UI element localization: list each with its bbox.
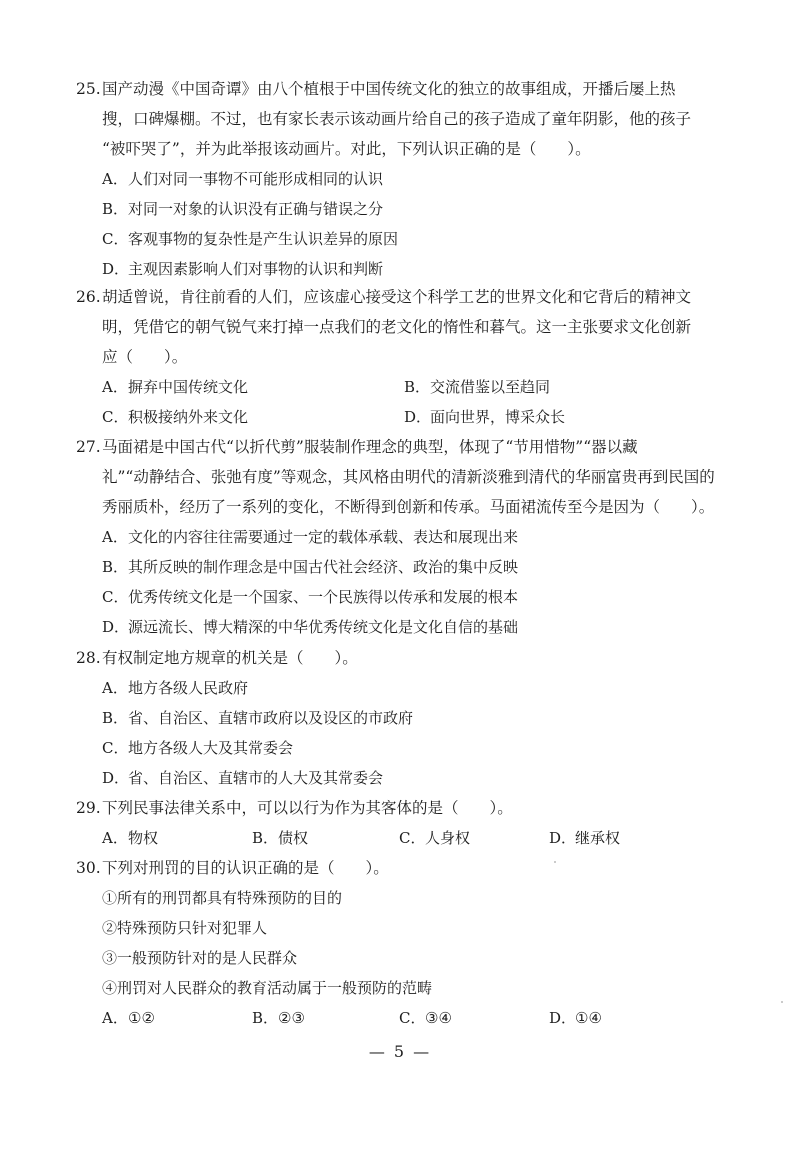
- question-number: 25.: [76, 80, 101, 98]
- option-row: [76, 1003, 726, 1033]
- option-row: [76, 402, 726, 432]
- question-number: 28.: [76, 649, 101, 667]
- option-text: 客观事物的复杂性是产生认识差异的原因: [128, 230, 399, 248]
- option-d: [76, 254, 726, 284]
- option-c: [399, 823, 549, 853]
- option-text: 对同一对象的认识没有正确与错误之分: [128, 200, 384, 218]
- option-text: 人们对同一事物不可能形成相同的认识: [128, 170, 384, 188]
- option-a: [102, 372, 404, 402]
- option-c: [76, 224, 726, 254]
- option-label: C．: [102, 408, 129, 426]
- option-label: A．: [102, 829, 128, 847]
- option-label: C．: [102, 588, 129, 606]
- stem-text: 马面裙是中国古代“以折代剪”服装制作理念的典型，体现了“节用惜物”“器以藏: [102, 438, 638, 456]
- option-d: [404, 402, 565, 432]
- question-number: 27.: [76, 438, 101, 456]
- option-a: [76, 522, 726, 552]
- option-b: [76, 552, 726, 582]
- option-label: C．: [399, 829, 426, 847]
- option-text: 省、自治区、直辖市政府以及设区的市政府: [128, 709, 414, 727]
- statement-2: ②特殊预防只针对犯罪人: [102, 919, 268, 937]
- question-29: [76, 793, 726, 853]
- question-number: 29.: [76, 799, 101, 817]
- page-number: — 5 —: [368, 1042, 432, 1061]
- option-text: ③④: [425, 1009, 452, 1027]
- option-text: 债权: [278, 829, 309, 847]
- option-text: 优秀传统文化是一个国家、一个民族得以传承和发展的根本: [128, 588, 519, 606]
- option-b: [252, 823, 399, 853]
- scan-speck: [554, 861, 556, 863]
- question-stem-line: [76, 853, 726, 883]
- option-text: ①④: [575, 1009, 602, 1027]
- option-label: B．: [102, 200, 129, 218]
- option-d: [549, 823, 620, 853]
- question-26: [76, 282, 726, 432]
- option-row: [76, 823, 726, 853]
- option-text: 人身权: [425, 829, 471, 847]
- option-label: D．: [549, 1009, 577, 1027]
- option-b: [404, 372, 550, 402]
- option-c: [76, 733, 726, 763]
- option-text: 积极接纳外来文化: [128, 408, 249, 426]
- question-27: [76, 432, 726, 642]
- option-text: 省、自治区、直辖市的人大及其常委会: [128, 769, 384, 787]
- question-stem-line: [76, 432, 726, 462]
- question-stem-line: 搜，口碑爆棚。不过，也有家长表示该动画片给自己的孩子造成了童年阴影，他的孩子: [102, 110, 692, 128]
- option-c: [76, 582, 726, 612]
- option-label: B．: [404, 378, 431, 396]
- question-stem-line: [76, 643, 726, 673]
- option-a: [102, 823, 252, 853]
- option-row: [76, 372, 726, 402]
- question-stem-line: 秀丽质朴，经历了一系列的变化，不断得到创新和传承。马面裙流传至今是因为（ ）。: [102, 498, 715, 516]
- question-number: 30.: [76, 859, 101, 877]
- question-number: 26.: [76, 288, 101, 306]
- option-label: B．: [252, 1009, 279, 1027]
- option-text: 源远流长、博大精深的中华优秀传统文化是文化自信的基础: [128, 618, 519, 636]
- option-d: [549, 1003, 602, 1033]
- option-text: 主观因素影响人们对事物的认识和判断: [128, 260, 384, 278]
- option-b: [252, 1003, 399, 1033]
- option-text: 文化的内容往往需要通过一定的载体承载、表达和展现出来: [128, 528, 519, 546]
- option-label: B．: [102, 558, 129, 576]
- option-label: C．: [102, 739, 129, 757]
- question-25: [76, 74, 726, 284]
- option-a: [102, 1003, 252, 1033]
- stem-text: 下列对刑罚的目的认识正确的是（ ）。: [102, 859, 389, 877]
- option-label: C．: [399, 1009, 426, 1027]
- option-label: C．: [102, 230, 129, 248]
- question-stem-line: [76, 74, 726, 104]
- statement-4: ④刑罚对人民群众的教育活动属于一般预防的范畴: [102, 979, 433, 997]
- option-text: 地方各级人民政府: [128, 679, 249, 697]
- option-label: D．: [404, 408, 432, 426]
- option-d: [76, 763, 726, 793]
- option-label: D．: [102, 769, 130, 787]
- stem-text: 胡适曾说，肯往前看的人们，应该虚心接受这个科学工艺的世界文化和它背后的精神文: [102, 288, 692, 306]
- statement-1: ①所有的刑罚都具有特殊预防的目的: [102, 889, 343, 907]
- option-text: 继承权: [575, 829, 621, 847]
- option-a: [76, 673, 726, 703]
- option-text: 摒弃中国传统文化: [128, 378, 249, 396]
- statement-3: ③一般预防针对的是人民群众: [102, 949, 298, 967]
- option-b: [76, 703, 726, 733]
- option-c: [102, 402, 404, 432]
- question-stem-line: 明，凭借它的朝气锐气来打掉一点我们的老文化的惰性和暮气。这一主张要求文化创新: [102, 318, 692, 336]
- option-label: B．: [252, 829, 279, 847]
- option-text: 其所反映的制作理念是中国古代社会经济、政治的集中反映: [128, 558, 519, 576]
- option-label: A．: [102, 378, 128, 396]
- question-stem-line: 礼”“动静结合、张弛有度”等观念，其风格由明代的清新淡雅到清代的华丽富贵再到民国的: [102, 468, 715, 486]
- question-28: [76, 643, 726, 793]
- option-d: [76, 612, 726, 642]
- question-30: [76, 853, 726, 1033]
- option-text: 地方各级人大及其常委会: [128, 739, 294, 757]
- option-label: D．: [102, 260, 130, 278]
- option-text: 面向世界，博采众长: [430, 408, 566, 426]
- stem-text: 下列民事法律关系中，可以以行为作为其客体的是（ ）。: [102, 799, 513, 817]
- option-label: A．: [102, 679, 128, 697]
- option-a: [76, 164, 726, 194]
- question-stem-line: 应（ ）。: [102, 348, 188, 366]
- option-label: A．: [102, 170, 128, 188]
- stem-text: 有权制定地方规章的机关是（ ）。: [102, 649, 358, 667]
- option-label: B．: [102, 709, 129, 727]
- stem-text: 国产动漫《中国奇谭》由八个植根于中国传统文化的独立的故事组成，开播后屡上热: [102, 80, 676, 98]
- option-text: ②③: [278, 1009, 305, 1027]
- option-label: D．: [549, 829, 577, 847]
- question-stem-line: “被吓哭了”，并为此举报该动画片。对此，下列认识正确的是（ ）。: [102, 140, 591, 158]
- option-text: ①②: [128, 1009, 155, 1027]
- option-c: [399, 1003, 549, 1033]
- option-text: 物权: [128, 829, 159, 847]
- question-stem-line: [76, 282, 726, 312]
- option-label: A．: [102, 1009, 128, 1027]
- scan-speck: [781, 1001, 783, 1003]
- option-label: D．: [102, 618, 130, 636]
- option-text: 交流借鉴以至趋同: [430, 378, 551, 396]
- option-b: [76, 194, 726, 224]
- option-label: A．: [102, 528, 128, 546]
- question-stem-line: [76, 793, 726, 823]
